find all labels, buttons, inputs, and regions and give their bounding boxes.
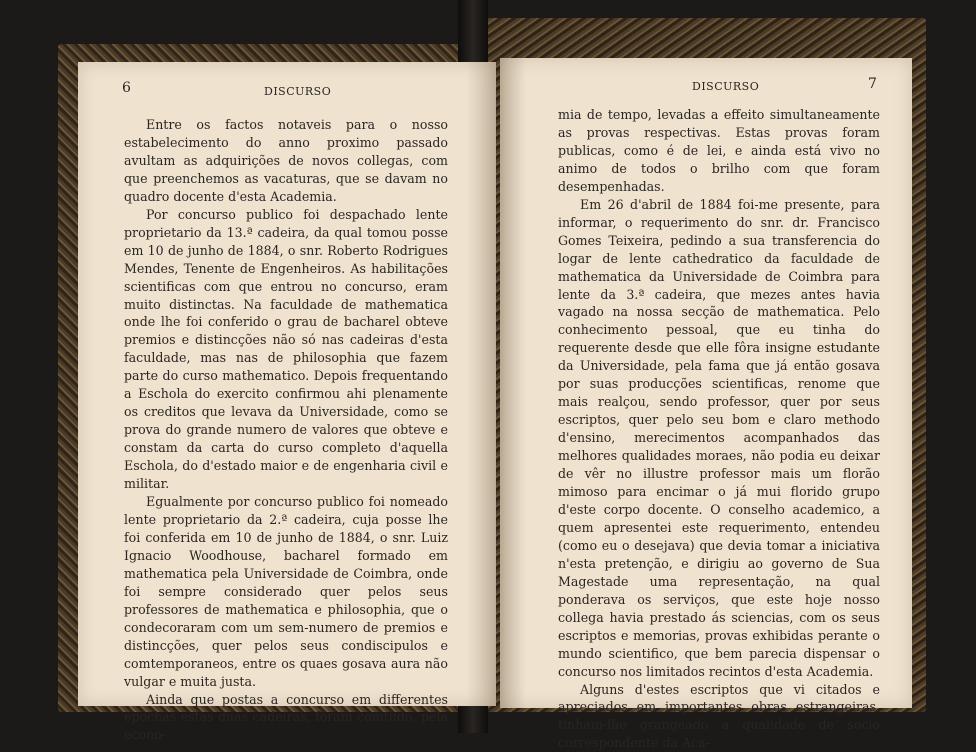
paragraph: mia de tempo, levadas a effeito simultaneamente as provas respectivas. Estas provas foram publicas, como é de lei, e ainda está vivo no animo de todos o brilho com que foram desempenhadas.: [558, 106, 880, 196]
left-page-body: [124, 116, 448, 744]
left-page: [78, 62, 496, 706]
paragraph: Alguns d'estes escriptos que vi citados e apreciados em importantes obras estrangeiras, tinham-lhe grangeado a qualidade de socio correspondente da Aca-: [558, 681, 880, 752]
paragraph: Entre os factos notaveis para o nosso estabelecimento do anno proximo passado avultam as adquirições de novos collegas, com que preenchemos as vacaturas, que se davam no quadro docente d'esta Academia.: [124, 116, 448, 206]
page-number: 7: [868, 76, 877, 92]
paragraph: Em 26 d'abril de 1884 foi-me presente, para informar, o requerimento do snr. dr. Francisco Gomes Teixeira, pedindo a sua transferencia do logar de lente cathedratico da faculdade de mathematica da Universidade de Coimbra para lente da 3.ª cadeira, que mezes antes havia vagado na nossa secção de mathematica. Pelo conhecimento pessoal, que eu tinha do requerente desde que elle fôra insigne estudante da Universidade, pela fama que já então gosava por suas producções scientificas, renome que mais realçou, sendo professor, quer por seus escriptos, quer pelo seu bom e claro methodo d'ensino, merecimentos acompanhados das melhores qualidades moraes, não podia eu deixar de vêr no illustre professor mais um florão mimoso para encimar o já mui florido grupo d'este corpo docente. O conselho academico, a quem apresentei este requerimento, entendeu (como eu o desejava) que devia tomar a iniciativa n'esta pretenção, e dirigiu ao governo de Sua Magestade uma representação, na qual ponderava os serviços, que este hoje nosso collega havia prestado ás sciencias, com os seus escriptos e memorias, provas exhibidas perante o mundo scientifico, que bem parecia dispensar o concurso nos limitados recintos d'esta Academia.: [558, 196, 880, 681]
page-number: 6: [122, 80, 131, 96]
paragraph: Egualmente por concurso publico foi nomeado lente proprietario da 2.ª cadeira, cuja posse lhe foi conferida em 10 de junho de 1884, o snr. Luiz Ignacio Woodhouse, bacharel formado em mathematica pela Universidade de Coimbra, onde foi sempre considerado quer pelos seus professores de mathematica e philosophia, que o condecoraram com um sem-numero de premios e distincções, quer pelos seus condiscipulos e comtemporaneos, entre os quaes gosava aura não vulgar e muita justa.: [124, 493, 448, 690]
running-header: DISCURSO: [692, 80, 759, 93]
right-page: [500, 58, 912, 708]
paragraph: Por concurso publico foi despachado lente proprietario da 13.ª cadeira, da qual tomou posse em 10 de junho de 1884, o snr. Roberto Rodrigues Mendes, Tenente de Engenheiros. As habilitações scientificas com que entrou no concurso, eram muito distinctas. Na faculdade de mathematica onde lhe foi conferido o grau de bacharel obteve premios e distincções não só nas cadeiras d'esta faculdade, mas nas de philosophia que fazem parte do curso mathematico. Depois frequentando a Eschola do exercito confirmou ahi plenamente os creditos que levava da Universidade, como se prova do grande numero de valores que obteve e constam da carta do curso completo d'aquella Eschola, do d'estado maior e de engenharia civil e militar.: [124, 206, 448, 493]
right-page-body: [558, 106, 880, 752]
running-header: DISCURSO: [264, 85, 331, 98]
paragraph: Ainda que postas a concurso em differentes epochas estas duas cadeiras, foram comtudo, pela econo-: [124, 691, 448, 745]
